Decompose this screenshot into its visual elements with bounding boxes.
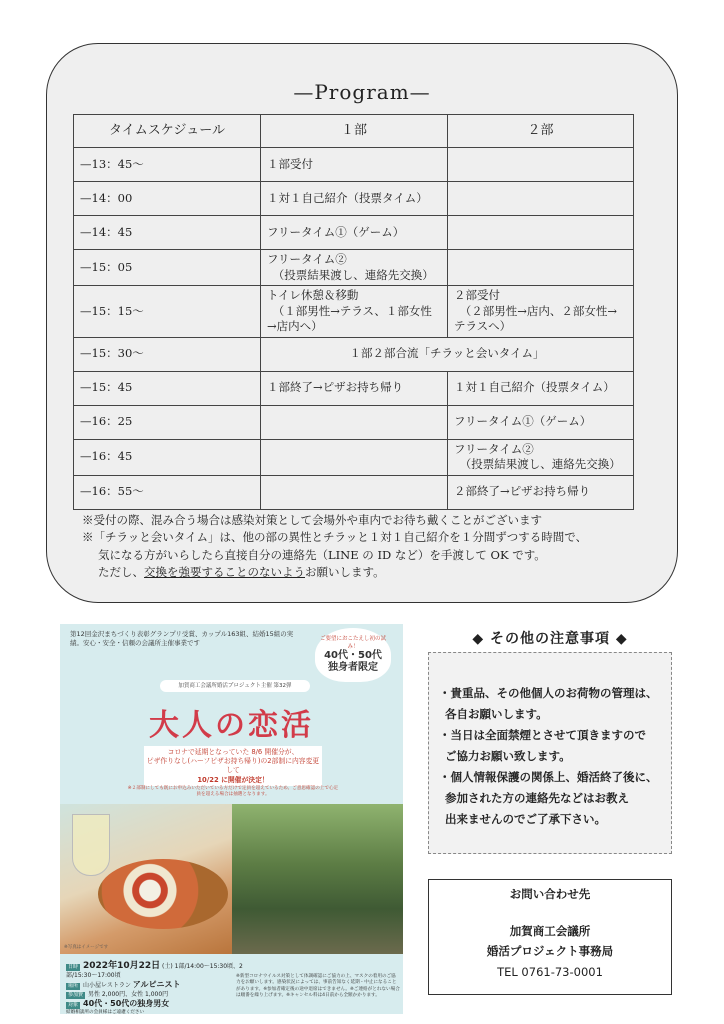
- table-row: [74, 216, 634, 250]
- time-cell: —15：45: [74, 371, 261, 405]
- time-cell: —15：30～: [74, 337, 261, 371]
- notice-line: 参加された方の連絡先などはお教え: [445, 790, 629, 805]
- contact-dept: 婚活プロジェクト事務局: [486, 944, 614, 959]
- part2-cell: フリータイム② （投票結果渡し、連絡先交換）: [448, 439, 634, 475]
- event-flyer-image: [60, 624, 403, 1014]
- part1-cell: フリータイム② （投票結果渡し、連絡先交換）: [261, 250, 448, 286]
- part2-cell: ２部終了→ピザお持ち帰り: [448, 475, 634, 509]
- note-chirat-2: 気になる方がいらしたら直接自分の連絡先（LINE の ID など）を手渡して OK です。: [98, 547, 546, 562]
- merged-cell: １部２部合流「チラッと会いタイム」: [261, 337, 634, 371]
- time-cell: —14：45: [74, 216, 261, 250]
- wine-glass-image: [72, 814, 110, 876]
- table-row: [74, 182, 634, 216]
- time-cell: —15：05: [74, 250, 261, 286]
- part1-cell: １対１自己紹介（投票タイム）: [261, 182, 448, 216]
- table-row: [74, 148, 634, 182]
- header-part1: １部: [261, 115, 448, 148]
- flyer-event-info: 日時 2022年10月22日 (土) 1部/14:00～15:30頃、2部/15:30～17:00頃 場所 山小屋レストラン アルピニスト 参加費 男性 2,000円、女性 1,000円 対象 40代・50代の独身男女 結婚相談所の会員様はご遠慮ください: [66, 961, 243, 1014]
- flyer-fine-print: ※新型コロナウイルス対策として体調確認にご協力の上、マスクの着用のご協力をお願いします。感染状況によっては、事前告知なく延期・中止になることがあります。※参加者確定後の途中退席はできません。※ご連絡がとれない場合は順番を繰り上げます。※キャンセル料は4日前から全額かかります。: [236, 974, 400, 999]
- note-chirat-1: ※「チラッと会いタイム」は、他の部の異性とチラッと１対１自己紹介を１分間ずつする時間で、: [82, 530, 588, 545]
- flyer-top-text: 第12回金沢まちづくり表彰グランプリ受賞、カップル163組、結婚15組の実績。安心・安全・信頼の会議所主催事業です: [70, 630, 294, 648]
- notice-line: ご協力お願い致します。: [445, 748, 571, 763]
- notice-line: ・当日は全面禁煙とさせて頂きますので: [439, 727, 646, 742]
- part2-cell: ２部受付 （２部男性→店内、２部女性→テラスへ）: [448, 286, 634, 338]
- contact-phone: TEL 0761-73-0001: [497, 965, 603, 980]
- flyer-notice: コロナで延期となっていた 8/6 開催分が、 ピザ作りなし(ハーフピザお持ち帰り)の2部制に内容変更して 10/22 に開催が決定！: [144, 746, 322, 786]
- flyer-headline: 大人の恋活: [149, 708, 314, 743]
- schedule-table: [73, 114, 634, 510]
- part2-cell: １対１自己紹介（投票タイム）: [448, 371, 634, 405]
- notice-box: [428, 652, 672, 854]
- part2-cell: [448, 250, 634, 286]
- part1-cell: [261, 439, 448, 475]
- flyer-smallnote: ※２部制にしても既にお申込みいただいている方だけで定員を超えているため、ご意思確認の上で心定員を超える場合は抽選となります。: [127, 786, 339, 797]
- notice-line: ・貴重品、その他個人のお荷物の管理は、: [439, 686, 658, 700]
- table-row: [74, 371, 634, 405]
- note-reception: ※受付の際、混み合う場合は感染対策として会場外や車内でお待ち戴くことがございます: [82, 513, 542, 527]
- header-part2: ２部: [448, 115, 634, 148]
- table-row: [74, 250, 634, 286]
- program-notes: [82, 512, 662, 581]
- table-header-row: [74, 115, 634, 148]
- restaurant-garden-photo: [232, 804, 403, 954]
- part1-cell: [261, 405, 448, 439]
- time-cell: —14：00: [74, 182, 261, 216]
- part2-cell: [448, 216, 634, 250]
- part2-cell: [448, 182, 634, 216]
- table-row: [74, 337, 634, 371]
- part1-cell: １部受付: [261, 148, 448, 182]
- table-row: [74, 405, 634, 439]
- table-row: [74, 439, 634, 475]
- contact-box: [428, 879, 672, 995]
- flyer-ribbon: 加賀商工会議所婚活プロジェクト主催 第32弾: [160, 680, 310, 692]
- contact-heading: お問い合わせ先: [509, 887, 591, 901]
- part1-cell: １部終了→ピザお持ち帰り: [261, 371, 448, 405]
- part1-cell: [261, 475, 448, 509]
- pizza-image: [98, 859, 228, 929]
- table-row: [74, 475, 634, 509]
- notice-title: ◆ その他の注意事項 ◆: [472, 631, 628, 647]
- header-time: タイムスケジュール: [74, 115, 261, 148]
- contact-org: 加賀商工会議所: [509, 923, 591, 938]
- part2-cell: フリータイム①（ゲーム）: [448, 405, 634, 439]
- table-row: [74, 286, 634, 338]
- notice-line: 出来ませんのでご了承下さい。: [445, 811, 606, 826]
- flyer-badge: ご要望におこたえし初の試み！ 40代・50代 独身者限定: [315, 628, 391, 682]
- flyer-image-note: ※写真はイメージです: [64, 945, 109, 950]
- notice-line: ・個人情報保護の関係上、婚活終了後に、: [439, 769, 658, 784]
- time-cell: —16：45: [74, 439, 261, 475]
- part2-cell: [448, 148, 634, 182]
- part1-cell: フリータイム①（ゲーム）: [261, 216, 448, 250]
- time-cell: —15：15～: [74, 286, 261, 338]
- note-chirat-3: ただし、交換を強要することのないようお願いします。: [98, 564, 385, 579]
- part1-cell: トイレ休憩＆移動 （１部男性→テラス、１部女性→店内へ）: [261, 286, 448, 338]
- program-title: —Program—: [293, 80, 431, 104]
- notice-line: 各自お願いします。: [445, 706, 548, 721]
- time-cell: —16：25: [74, 405, 261, 439]
- time-cell: —13：45～: [74, 148, 261, 182]
- time-cell: —16：55～: [74, 475, 261, 509]
